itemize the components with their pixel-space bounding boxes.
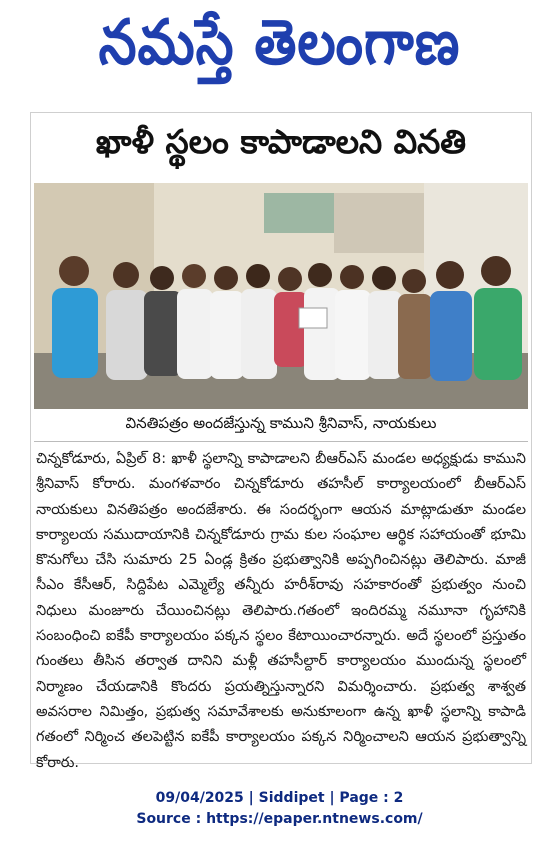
photo-caption: వినతిపత్రం అందజేస్తున్న కాముని శ్రీనివాస్‌, నాయకులు [34,409,528,442]
footer [0,788,559,830]
article-photo [34,183,528,409]
source-link[interactable]: Source : https://epaper.ntnews.com/ [136,811,423,827]
edition-info: 09/04/2025 | Siddipet | Page : 2 [155,790,404,806]
article-headline: ఖాళీ స్థలం కాపాడాలని వినతి [95,121,467,161]
masthead [0,0,559,86]
newspaper-logo: నమస్తే తెలంగాణ [98,6,461,79]
article-body [36,447,526,776]
article-paragraph: చిన్నకోడూరు, ఏప్రిల్‌ 8: ఖాళీ స్థలాన్ని కాపాడాలని బీఆర్‌ఎస్‌ మండల అధ్యక్షుడు కాముని శ్రీనివాస్‌ కోరారు. మంగళవారం చిన్నకోడూరు తహసీల్‌ కార్యాలయంలో బీఆర్‌ఎస్‌ నాయకులు వినతిపత్రం అందజేశారు. ఈ సందర్భంగా ఆయన మాట్లాడుతూ మండల కార్యాలయ సముదాయానికి చిన్నకోడూరు గ్రామ కుల సంఘాల ఆర్థిక సహాయంతో భూమి కొనుగోలు చేసి సుమారు 25 ఏండ్ల క్రితం ప్రభుత్వానికి అప్పగించినట్లు తెలిపారు. మాజీ సీఎం కేసీఆర్‌, సిద్దిపేట ఎమ్మెల్యే తన్నీరు హరీశ్‌రావు సహకారంతో ప్రభుత్వం నుంచి నిధులు మంజూరు చేయించినట్లు తెలిపారు.గతంలో ఇందిరమ్మ నమూనా గృహానికి సంబంధించి ఐకేపీ కార్యాలయం పక్కన స్థలం కేటాయించారన్నారు. అదే స్థలంలో ప్రస్తుతం గుంతలు తీసిన తర్వాత దానిని మళ్లీ తహసీల్దార్‌ కార్యాలయం ముందున్న స్థలంలో నిర్మాణం చేయడానికి కొందరు ప్రయత్నిస్తున్నారని విమర్శించారు. ప్రభుత్వ శాశ్వత అవసరాల నిమిత్తం, ప్రభుత్వ సమావేశాలకు అనుకూలంగా ఉన్న ఖాళీ స్థలాన్ని కాపాడి గతంలో నిర్మించ తలపెట్టిన ఐకేపీ కార్యాలయం పక్కన నిర్మించాలని ఆయన ప్రభుత్వాన్ని కోరారు. [36,451,526,771]
news-clipping [30,112,532,771]
